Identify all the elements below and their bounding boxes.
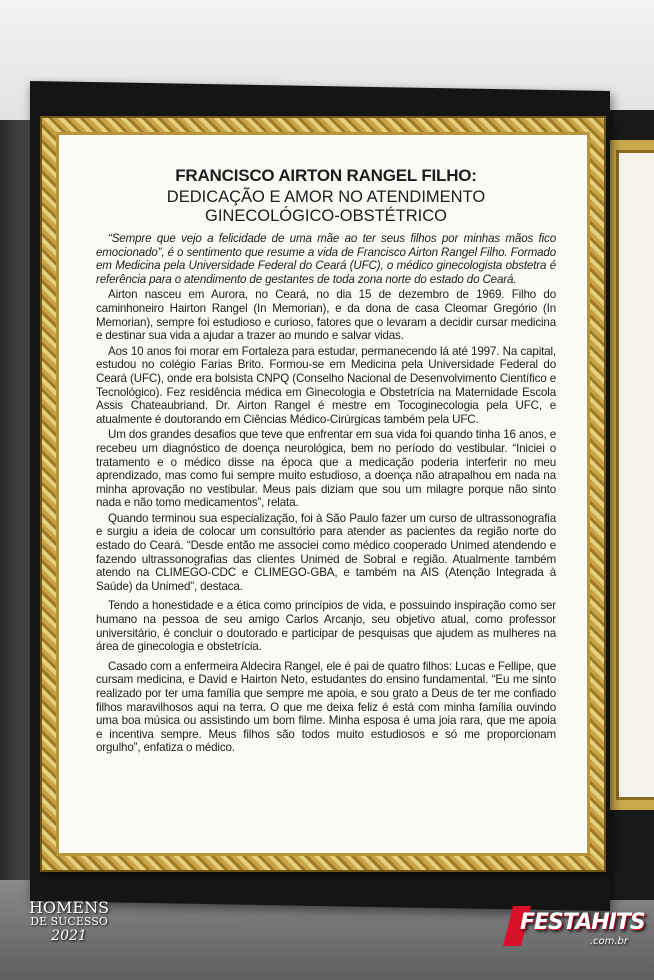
adjacent-gold-frame: [606, 140, 654, 810]
article-subtitle-line1: DEDICAÇÃO E AMOR NO ATENDIMENTO: [166, 188, 486, 206]
gold-picture-frame: [42, 118, 604, 870]
article-paragraph: Airton nasceu em Aurora, no Ceará, no dia 15 de dezembro de 1969. Filho do caminhoneiro Hairton Rangel (In Memorian), e da dona de casa Cleomar Gregório (In Memorian), sempre foi estudioso e curioso, fatores que o levaram a decidir cursar medicina e destinar sua vida a ajudar a trazer ao mundo e salvar vidas.: [96, 288, 556, 343]
left-wall: [0, 120, 30, 980]
article-paragraph: “Sempre que vejo a felicidade de uma mãe ao ter seus filhos por minhas mãos fico emocionado”, é o sentimento que resume a vida de Francisco Airton Rangel Filho. Formado em Medicina pela Universidade Federal do Ceará (UFC), o médico ginecologista obstetra é referência para o atendimento de gestantes de toda zona norte do estado do Ceará.: [96, 232, 556, 286]
homens-de-sucesso-logo: HOMENS DE SUCESSO 2021: [28, 898, 110, 944]
article-paragraph: Quando terminou sua especialização, foi à São Paulo fazer um curso de ultrassonografia e surgiu a ideia de colocar um consultório para atender as pacientes da região norte do estado do Ceará. “Desde então me associei como médico cooperado Unimed atendendo e fazendo ultrassonografias das clientes Unimed de Sobral e região. Atualmente também atendo na CLIMEGO-CDC e CLIMEGO-GBA, e também na AIS (Atenção Integrada à Saúde) da Unimed”, destaca.: [96, 511, 556, 593]
festahits-logo: FESTAHITS .com.br: [508, 904, 640, 954]
article-subtitle-line2: GINECOLÓGICO-OBSTÉTRICO: [204, 207, 448, 225]
framed-document: [56, 132, 590, 856]
article-paragraph: Um dos grandes desafios que teve que enfrentar em sua vida foi quando tinha 16 anos, e recebeu um diagnóstico de doença neurológica, bem no período do vestibular. “Iniciei o tratamento e o médico disse na época que a medicação poderia interferir no meu aprendizado, mas como fui sempre muito estudioso, a doença não atrapalhou em nada na minha aprovação no vestibular. Meus pais diziam que sou um milagre porque não sinto nada e não tomo medicamentos”, relata.: [96, 428, 556, 510]
article-paragraph: Casado com a enfermeira Aldecira Rangel, ele é pai de quatro filhos: Lucas e Fellipe, que cursam medicina, e David e Hairton Neto, estudantes do ensino fundamental. “Eu me sinto realizado por ter uma família que sempre me apoia, e sou grato a Deus de ter me confiado filhos maravilhosos aqui na terra. O que me deixa feliz é está com minha família ouvindo uma boa música ou assistindo um bom filme. Minha esposa é uma joia rara, que me apoia e incentiva sempre. Meus filhos são todos muito estudiosos e só me proporcionam orgulho”, enfatiza o médico.: [96, 659, 556, 755]
article-paragraph: Aos 10 anos foi morar em Fortaleza para estudar, permanecendo lá até 1997. Na capital, estudou no colégio Farias Brito. Formou-se em Medicina pela Universidade Federal do Ceará (UFC), onde era bolsista CNPQ (Conselho Nacional de Desenvolvimento Científico e Tecnológico). Fez residência médica em Ginecologia e Obstetrícia na Maternidade Escola Assis Chateaubriand. Dr. Airton Rangel é mestre em Tocoginecologia pela UFC, e atualmente é doutorando em Ciências Médico-Cirúrgicas também pela UFC.: [96, 344, 556, 426]
article: [96, 166, 556, 757]
article-subtitle: [96, 188, 556, 226]
article-title: FRANCISCO AIRTON RANGEL FILHO:: [175, 166, 477, 185]
article-paragraph: Tendo a honestidade e a ética como princípios de vida, e possuindo inspiração como ser humano na pessoa de seu amigo Carlos Arcanjo, seu objetivo atual, como professor universitário, é concluir o doutorado e participar de pesquisas que ajudem as mulheres na área de ginecologia e obstetrícia.: [96, 599, 556, 654]
